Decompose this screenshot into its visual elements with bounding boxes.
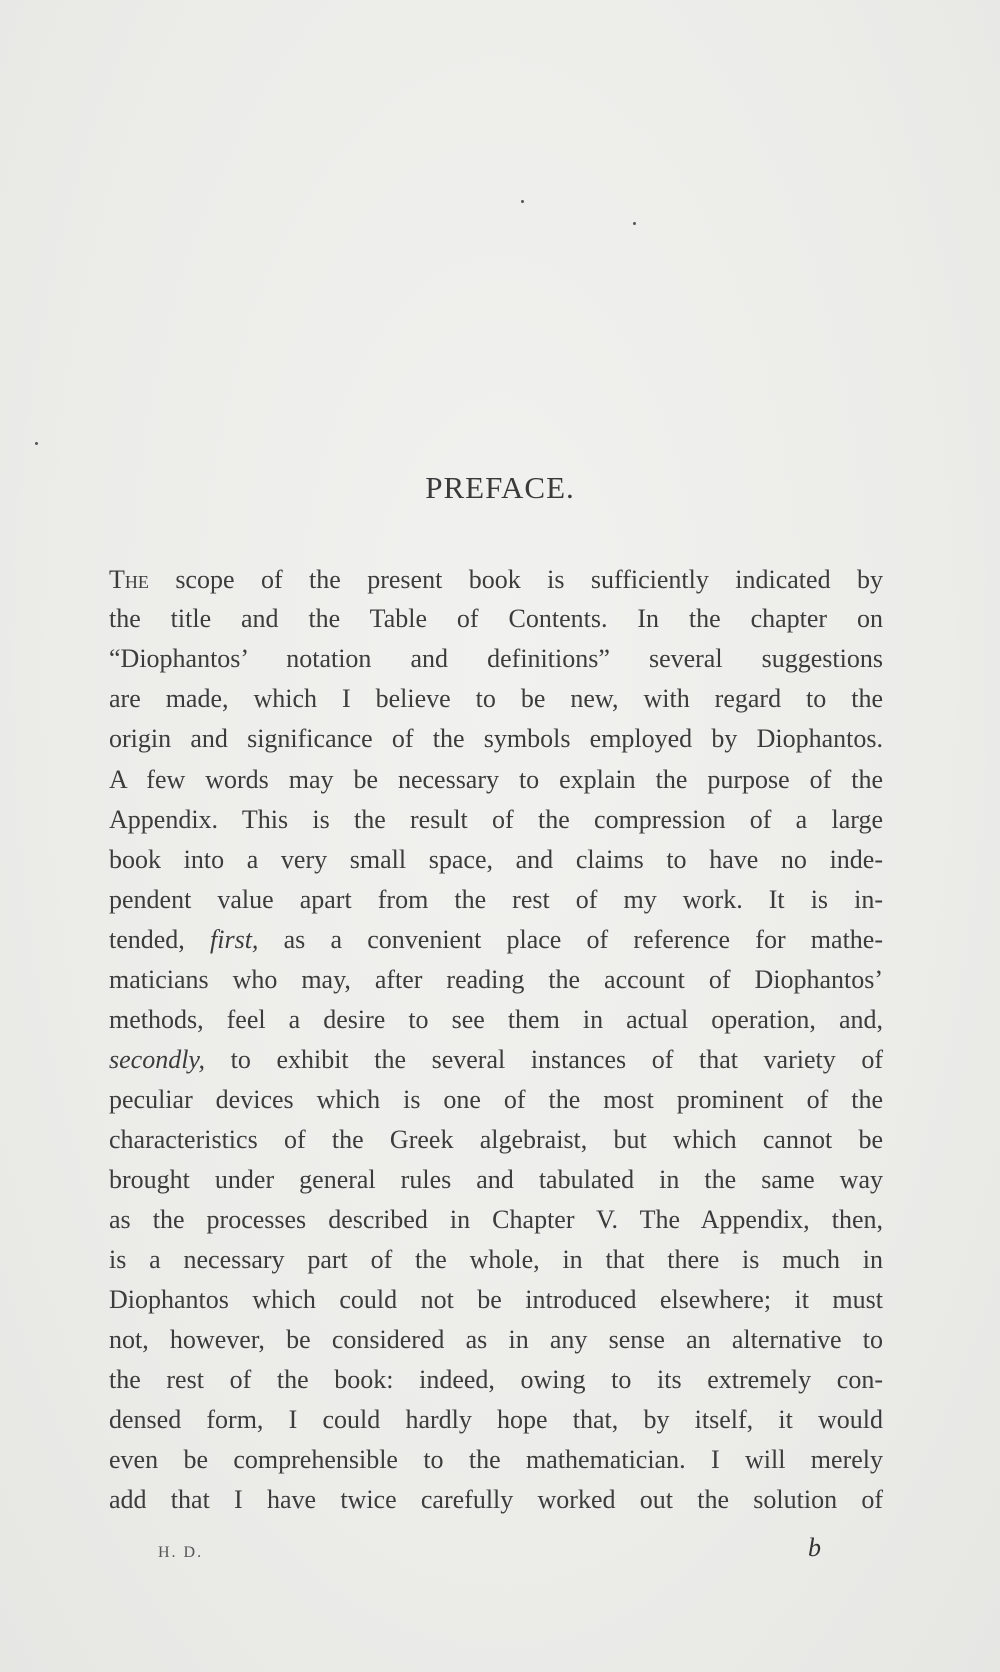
lead-word: The <box>109 565 149 594</box>
emphasis-word: secondly, <box>109 1045 206 1074</box>
text-line: even be comprehensible to the mathematician. I will merely <box>109 1445 883 1474</box>
ink-speck <box>521 200 524 203</box>
text-line <box>109 560 883 600</box>
text-line: is a necessary part of the whole, in that there is much in <box>109 1245 883 1274</box>
text-line: A few words may be necessary to explain the purpose of the <box>109 765 883 794</box>
signature-mark: H. D. <box>158 1544 204 1561</box>
line-text: to exhibit the several instances of that variety of <box>205 1045 883 1074</box>
ink-speck <box>633 222 636 225</box>
text-line: Appendix. This is the result of the compression of a large <box>109 805 883 834</box>
text-line: the rest of the book: indeed, owing to its extremely con- <box>109 1365 883 1394</box>
text-line: add that I have twice carefully worked out the solution of <box>109 1485 883 1514</box>
text-line: characteristics of the Greek algebraist, but which cannot be <box>109 1125 883 1154</box>
text-line: brought under general rules and tabulated in the same way <box>109 1165 883 1194</box>
text-line: as the processes described in Chapter V. The Appendix, then, <box>109 1205 883 1234</box>
text-line: pendent value apart from the rest of my work. It is in- <box>109 885 883 914</box>
emphasis-word: first, <box>210 925 259 954</box>
line-text: tended, <box>109 925 211 954</box>
text-line <box>109 1040 883 1080</box>
text-line: “Diophantos’ notation and definitions” several suggestions <box>109 644 883 673</box>
line-text: scope of the present book is sufficiently indicated by <box>148 565 883 594</box>
text-line: book into a very small space, and claims to have no inde- <box>109 845 883 874</box>
text-line: origin and significance of the symbols employed by Diophantos. <box>109 724 883 753</box>
text-line: the title and the Table of Contents. In the chapter on <box>109 604 883 633</box>
line-text: as a convenient place of reference for mathe- <box>258 925 883 954</box>
text-line: not, however, be considered as in any sense an alternative to <box>109 1325 883 1354</box>
ink-speck <box>35 442 38 445</box>
text-line: methods, feel a desire to see them in actual operation, and, <box>109 1005 883 1034</box>
text-line: densed form, I could hardly hope that, by itself, it would <box>109 1405 883 1434</box>
signature-letter: b <box>808 1533 821 1562</box>
text-line: maticians who may, after reading the account of Diophantos’ <box>109 965 883 994</box>
text-line: are made, which I believe to be new, with regard to the <box>109 684 883 713</box>
text-line <box>109 920 883 960</box>
text-line: peculiar devices which is one of the most prominent of the <box>109 1085 883 1114</box>
preface-heading: PREFACE. <box>425 470 575 505</box>
text-line: Diophantos which could not be introduced elsewhere; it must <box>109 1285 883 1314</box>
